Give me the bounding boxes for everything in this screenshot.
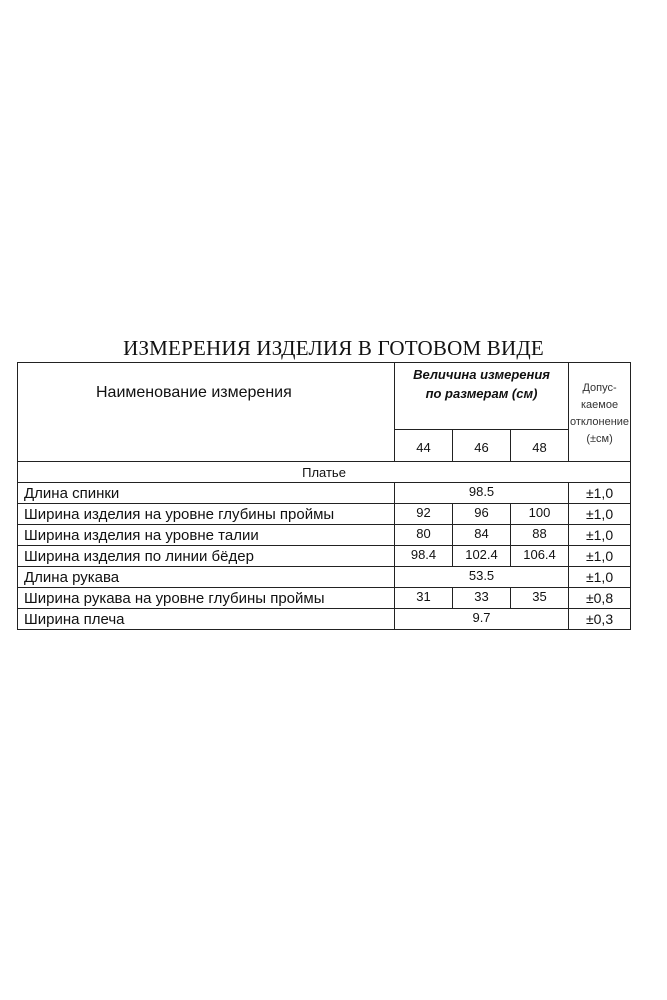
header-name-cell: Наименование измерения [18, 363, 395, 462]
measurement-name: Длина рукава [18, 567, 395, 588]
measurement-value: 80 [395, 525, 453, 546]
table-row [18, 546, 631, 567]
table-title: ИЗМЕРЕНИЯ ИЗДЕЛИЯ В ГОТОВОМ ВИДЕ [123, 336, 544, 360]
table-row [18, 588, 631, 609]
measurement-name: Длина спинки [18, 483, 395, 504]
measurement-name: Ширина плеча [18, 609, 395, 630]
measurement-value: 84 [453, 525, 511, 546]
table-row [18, 567, 631, 588]
measurement-value: 96 [453, 504, 511, 525]
measurement-value: 98.4 [395, 546, 453, 567]
measurement-value: 98.5 [395, 483, 569, 504]
measurement-value: 31 [395, 588, 453, 609]
size-header: 46 [453, 430, 511, 462]
header-value-cell [395, 363, 569, 430]
tolerance-value: ±0,3 [569, 609, 631, 630]
table-row [18, 609, 631, 630]
header-value-line1: Величина измерения [413, 367, 550, 382]
table-row [18, 525, 631, 546]
table-row [18, 504, 631, 525]
size-header: 44 [395, 430, 453, 462]
measurements-table [17, 362, 631, 630]
tolerance-value: ±1,0 [569, 504, 631, 525]
measurement-name: Ширина изделия на уровне талии [18, 525, 395, 546]
tolerance-value: ±1,0 [569, 483, 631, 504]
measurement-name: Ширина изделия на уровне глубины проймы [18, 504, 395, 525]
header-deviation-line: каемое [580, 399, 619, 412]
measurement-value: 102.4 [453, 546, 511, 567]
measurement-name: Ширина рукава на уровне глубины проймы [18, 588, 395, 609]
header-deviation-line: отклонение [570, 416, 630, 429]
header-deviation-line: Допус- [582, 382, 617, 394]
tolerance-value: ±1,0 [569, 567, 631, 588]
measurement-value: 100 [511, 504, 569, 525]
tolerance-value: ±1,0 [569, 525, 631, 546]
measurement-value: 88 [511, 525, 569, 546]
measurement-value: 106.4 [511, 546, 569, 567]
measurement-name: Ширина изделия по линии бёдер [18, 546, 395, 567]
measurement-value: 33 [453, 588, 511, 609]
tolerance-value: ±1,0 [569, 546, 631, 567]
section-label: Платье [18, 462, 631, 483]
tolerance-value: ±0,8 [569, 588, 631, 609]
header-value-line2: по размерам (см) [425, 385, 538, 401]
measurement-value: 92 [395, 504, 453, 525]
measurement-value: 9.7 [395, 609, 569, 630]
size-header: 48 [511, 430, 569, 462]
header-deviation-cell [569, 363, 631, 462]
measurement-value: 35 [511, 588, 569, 609]
measurement-value: 53.5 [395, 567, 569, 588]
table-row [18, 483, 631, 504]
header-deviation-line: (±см) [586, 433, 613, 446]
